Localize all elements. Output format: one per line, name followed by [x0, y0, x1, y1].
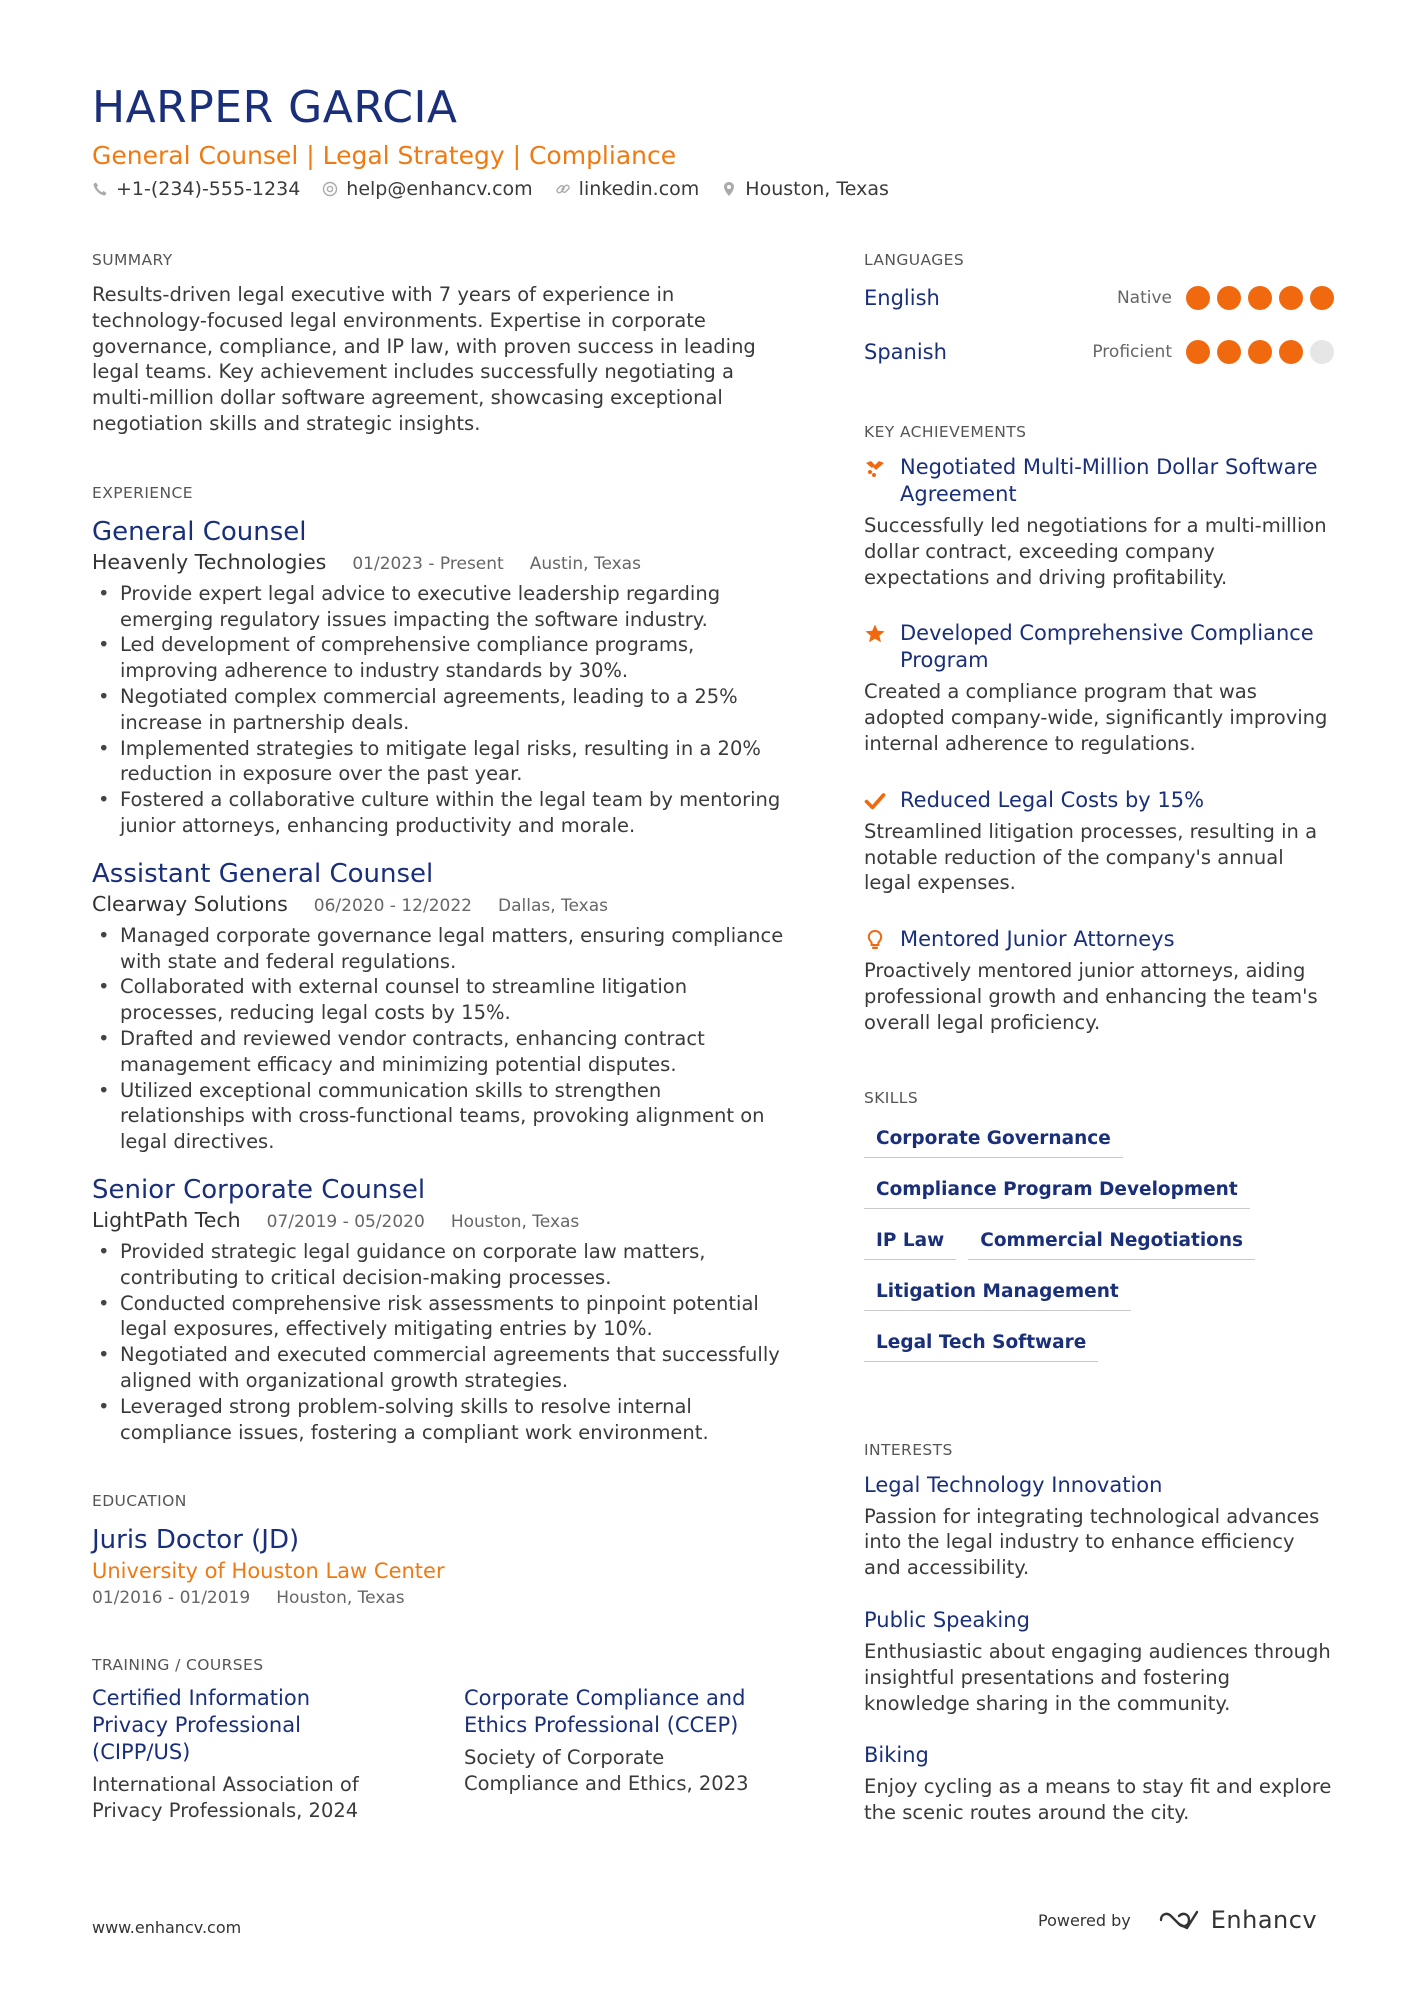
- skill-tag: Litigation Management: [864, 1275, 1131, 1311]
- job-bullet: • Collaborated with external counsel to streamline litigation processes, reducing legal costs by 15%.: [120, 974, 792, 1026]
- enhancv-logo-icon: [1157, 1908, 1203, 1932]
- achievements-section: [864, 422, 1334, 1036]
- education-school: University of Houston Law Center: [92, 1559, 445, 1584]
- languages-heading: LANGUAGES: [864, 251, 965, 269]
- job-bullet: • Conducted comprehensive risk assessments to pinpoint potential legal exposures, effectively mitigating entries by 10%.: [120, 1291, 792, 1343]
- experience-heading: EXPERIENCE: [92, 483, 193, 502]
- job-dates: 07/2019 - 05/2020: [266, 1211, 425, 1232]
- experience-section: [92, 483, 792, 1446]
- education-heading: EDUCATION: [92, 1492, 187, 1511]
- language-rating: [1186, 286, 1334, 310]
- language-row: [864, 336, 1334, 368]
- left-column: [92, 250, 792, 1824]
- language-name: English: [864, 286, 940, 310]
- job-title: Senior Corporate Counsel: [92, 1174, 426, 1205]
- interest-desc: Enjoy cycling as a means to stay fit and explore the scenic routes around the city.: [864, 1775, 1332, 1825]
- job-bullet: • Drafted and reviewed vendor contracts, enhancing contract management efficacy and minimizing potential disputes.: [120, 1026, 792, 1078]
- interest-item: [864, 1742, 1334, 1826]
- job-bullet: • Negotiated complex commercial agreements, leading to a 25% increase in partnership deals.: [120, 684, 792, 736]
- handshake-icon: [864, 457, 886, 479]
- star-icon: [864, 623, 886, 645]
- at-sign-icon: [322, 181, 338, 197]
- interest-desc: Passion for integrating technological advances into the legal industry to enhance efficiency and accessibility.: [864, 1504, 1320, 1580]
- rating-dot-filled: [1186, 340, 1210, 364]
- achievement-title: Negotiated Multi-Million Dollar Software Agreement: [900, 455, 1318, 506]
- checkmark-icon: [864, 790, 886, 812]
- summary-section: [92, 250, 792, 437]
- job-bullet: • Implemented strategies to mitigate legal risks, resulting in a 20% reduction in exposure over the past year.: [120, 736, 792, 788]
- rating-dot-filled: [1217, 340, 1241, 364]
- job-meta: [92, 549, 792, 577]
- footer-website[interactable]: www.enhancv.com: [92, 1918, 242, 1937]
- achievements-heading: KEY ACHIEVEMENTS: [864, 423, 1027, 441]
- achievement-desc: Successfully led negotiations for a multi-million dollar contract, exceeding company expectations and driving profitability.: [864, 514, 1327, 589]
- achievement-title: Mentored Junior Attorneys: [900, 927, 1175, 952]
- interest-item: [864, 1607, 1334, 1716]
- skill-tag: Compliance Program Development: [864, 1173, 1250, 1209]
- contact-linkedin[interactable]: [555, 178, 700, 200]
- job-company: Heavenly Technologies: [92, 549, 327, 574]
- job-meta: [92, 891, 792, 919]
- job-location: Houston, Texas: [450, 1211, 580, 1232]
- phone-icon: [92, 181, 108, 197]
- skills-list: [864, 1122, 1334, 1362]
- location-pin-icon: [721, 181, 737, 197]
- job-bullet: • Leveraged strong problem-solving skills to resolve internal compliance issues, fostering a compliant work environment.: [120, 1394, 792, 1446]
- achievement-item: [864, 926, 1334, 1035]
- achievement-desc: Streamlined litigation processes, resulting in a notable reduction of the company's annual legal expenses.: [864, 819, 1318, 895]
- resume-header: [92, 82, 1332, 200]
- skills-heading: SKILLS: [864, 1088, 919, 1107]
- interest-title: Legal Technology Innovation: [864, 1472, 1163, 1497]
- education-dates: 01/2016 - 01/2019: [92, 1588, 251, 1609]
- skill-tag: Commercial Negotiations: [968, 1224, 1255, 1260]
- achievement-title: Reduced Legal Costs by 15%: [900, 787, 1205, 812]
- language-row: [864, 282, 1334, 314]
- skill-tag: Legal Tech Software: [864, 1326, 1098, 1362]
- job-bullet: • Provide expert legal advice to executive leadership regarding emerging regulatory issues impacting the software industry.: [120, 581, 792, 633]
- job-bullet: • Provided strategic legal guidance on corporate law matters, contributing to critical decision-making processes.: [120, 1239, 792, 1291]
- job-entry: [92, 857, 792, 1155]
- brand-text: Enhancv: [1210, 1906, 1318, 1934]
- languages-section: [864, 250, 1334, 368]
- achievement-item: [864, 620, 1334, 756]
- training-title: Corporate Compliance and Ethics Professional (CCEP): [464, 1686, 746, 1738]
- skills-section: [864, 1088, 1334, 1362]
- job-location: Austin, Texas: [529, 553, 641, 574]
- enhancv-logo[interactable]: [1157, 1906, 1317, 1934]
- language-name: Spanish: [864, 340, 947, 364]
- job-title: General Counsel: [92, 516, 307, 547]
- skill-tag: IP Law: [864, 1224, 956, 1260]
- training-title: Certified Information Privacy Professional (CIPP/US): [92, 1686, 310, 1765]
- email-text: help@enhancv.com: [346, 178, 533, 200]
- training-org: Society of Corporate Compliance and Ethics, 2023: [464, 1746, 749, 1796]
- rating-dot-filled: [1186, 286, 1210, 310]
- job-bullets: [92, 923, 792, 1155]
- language-level: Native: [1116, 288, 1172, 308]
- achievement-desc: Created a compliance program that was adopted company-wide, significantly improving internal adherence to regulations.: [864, 680, 1328, 755]
- training-org: International Association of Privacy Professionals, 2024: [92, 1773, 359, 1823]
- candidate-tagline: General Counsel | Legal Strategy | Compliance: [92, 141, 677, 170]
- rating-dot-filled: [1279, 286, 1303, 310]
- achievement-title: Developed Comprehensive Compliance Program: [900, 621, 1314, 673]
- training-list: [92, 1685, 792, 1824]
- language-level: Proficient: [1092, 342, 1172, 362]
- job-bullets: [92, 581, 792, 839]
- contact-location: [721, 178, 889, 200]
- job-bullet: • Managed corporate governance legal matters, ensuring compliance with state and federal regulations.: [120, 923, 792, 975]
- job-location: Dallas, Texas: [497, 895, 609, 916]
- job-bullet: • Led development of comprehensive compliance programs, improving adherence to industry standards by 30%.: [120, 632, 792, 684]
- interest-title: Biking: [864, 1743, 929, 1768]
- job-company: LightPath Tech: [92, 1207, 241, 1232]
- rating-dot-empty: [1310, 340, 1334, 364]
- job-dates: 01/2023 - Present: [352, 553, 504, 574]
- rating-dot-filled: [1248, 286, 1272, 310]
- location-text: Houston, Texas: [745, 178, 889, 200]
- right-column: [864, 250, 1334, 1826]
- rating-dot-filled: [1310, 286, 1334, 310]
- job-dates: 06/2020 - 12/2022: [313, 895, 472, 916]
- candidate-name: HARPER GARCIA: [92, 82, 458, 133]
- education-location: Houston, Texas: [276, 1588, 405, 1609]
- language-rating: [1186, 340, 1334, 364]
- achievement-desc: Proactively mentored junior attorneys, aiding professional growth and enhancing the team's overall legal proficiency.: [864, 959, 1318, 1034]
- training-item: [464, 1685, 764, 1824]
- job-bullet: • Fostered a collaborative culture within the legal team by mentoring junior attorneys, enhancing productivity and morale.: [120, 787, 792, 839]
- achievement-item: [864, 454, 1334, 590]
- rating-dot-filled: [1248, 340, 1272, 364]
- education-meta: [92, 1585, 792, 1611]
- summary-text: Results-driven legal executive with 7 years of experience in technology-focused legal environments. Expertise in corporate governance, compliance, and IP law, with proven success in leading legal teams. Key achievement includes successfully negotiating a multi-million dollar software agreement, showcasing exceptional negotiation skills and strategic insights.: [92, 283, 756, 435]
- contact-bar: [92, 178, 1332, 200]
- interest-title: Public Speaking: [864, 1607, 1030, 1632]
- rating-dot-filled: [1279, 340, 1303, 364]
- interests-section: [864, 1440, 1334, 1826]
- job-bullet: • Utilized exceptional communication skills to strengthen relationships with cross-functional teams, provoking alignment on legal directives.: [120, 1078, 792, 1155]
- job-title: Assistant General Counsel: [92, 858, 434, 889]
- training-heading: TRAINING / COURSES: [92, 1656, 264, 1675]
- linkedin-text: linkedin.com: [578, 178, 700, 200]
- footer-brand: [1038, 1906, 1317, 1934]
- phone-text: +1-(234)-555-1234: [116, 178, 301, 200]
- education-degree: Juris Doctor (JD): [92, 1525, 300, 1556]
- job-meta: [92, 1207, 792, 1235]
- interests-heading: INTERESTS: [864, 1440, 953, 1459]
- contact-phone[interactable]: [92, 178, 300, 200]
- job-bullets: [92, 1239, 792, 1445]
- rating-dot-filled: [1217, 286, 1241, 310]
- job-entry: [92, 515, 792, 839]
- summary-heading: SUMMARY: [92, 251, 173, 269]
- training-section: [92, 1655, 792, 1824]
- lightbulb-icon: [864, 929, 886, 951]
- job-entry: [92, 1173, 792, 1445]
- job-bullet: • Negotiated and executed commercial agreements that successfully aligned with organizational growth strategies.: [120, 1342, 792, 1394]
- powered-by-text: Powered by: [1038, 1910, 1131, 1930]
- skill-tag: Corporate Governance: [864, 1122, 1123, 1158]
- education-section: [92, 1491, 792, 1611]
- training-item: [92, 1685, 392, 1824]
- job-company: Clearway Solutions: [92, 891, 288, 916]
- achievement-item: [864, 787, 1334, 896]
- interest-desc: Enthusiastic about engaging audiences through insightful presentations and fostering knowledge sharing in the community.: [864, 1639, 1331, 1715]
- contact-email[interactable]: [322, 178, 532, 200]
- interest-item: [864, 1472, 1334, 1581]
- link-icon: [555, 181, 571, 197]
